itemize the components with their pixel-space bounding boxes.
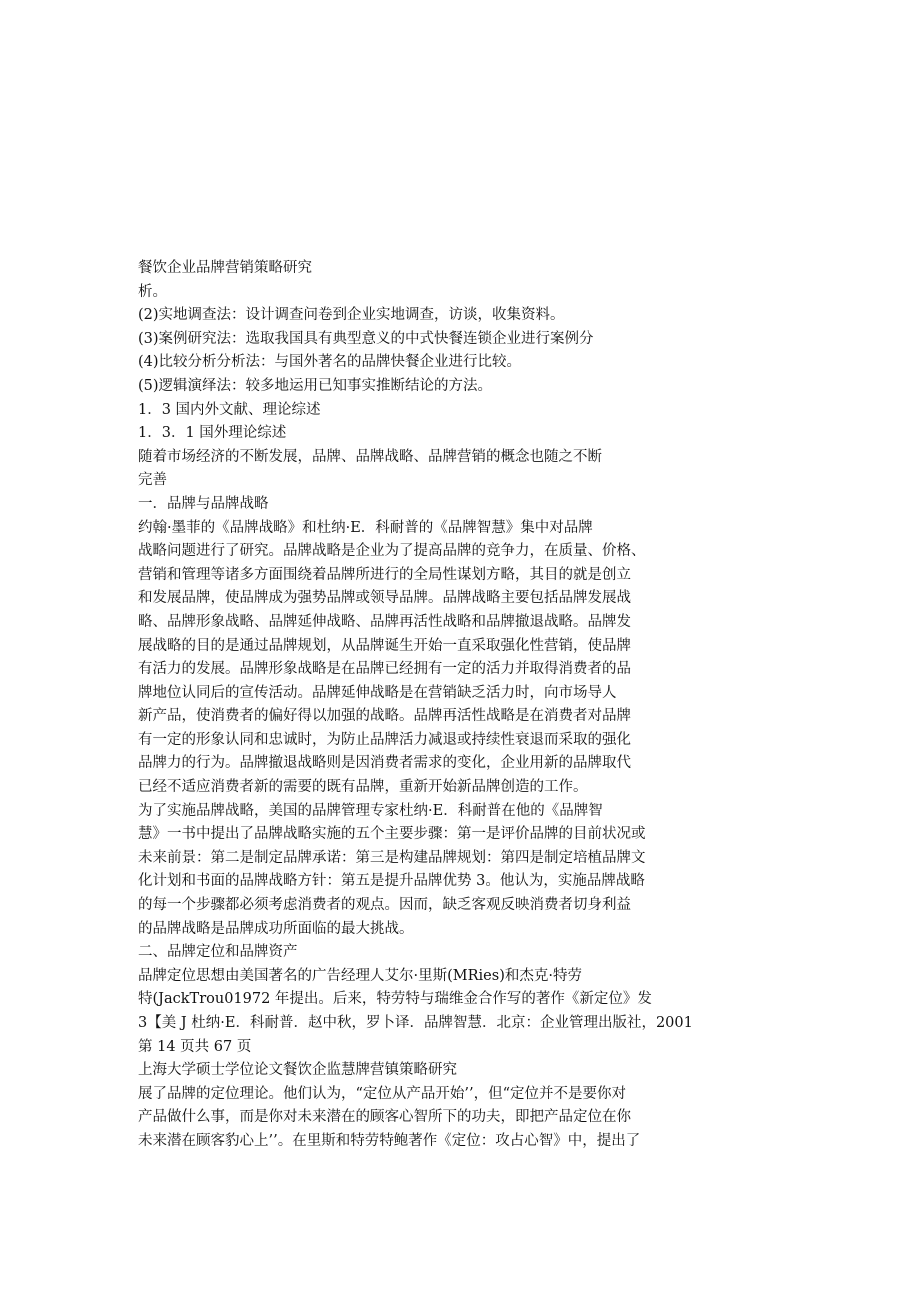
list-item: (5)逻辑演绎法：较多地运用已知事实推断结论的方法。 bbox=[138, 377, 493, 394]
text-line: 有一定的形象认同和忠诚时，为防止品牌活力减退或持续性衰退而采取的强化 bbox=[138, 731, 631, 748]
topic-heading: 二、品牌定位和品牌资产 bbox=[138, 944, 298, 961]
text-line: 品牌力的行为。品牌撤退战略则是因消费者需求的变化，企业用新的品牌取代 bbox=[138, 755, 631, 772]
text-line: 新产品，使消费者的偏好得以加强的战略。品牌再活性战略是在消费者对品牌 bbox=[138, 708, 631, 725]
text-line: 特(JackTrou01972 年提出。后来，特劳特与瑞维金合作写的著作《新定位》发 bbox=[138, 991, 652, 1008]
running-header: 上海大学硕士学位论文餐饮企监慧牌营镇策略研究 bbox=[138, 1062, 457, 1079]
section-heading: 1．3 国内外文献、理论综述 bbox=[138, 401, 321, 418]
subsection-heading: 1．3．1 国外理论综述 bbox=[138, 425, 287, 442]
text-line: 战略问题进行了研究。品牌战略是企业为了提高品牌的竞争力，在质量、价格、 bbox=[138, 543, 646, 560]
text-line: 牌地位认同后的宣传活动。品牌延伸战略是在营销缺乏活力时，向市场导人 bbox=[138, 684, 617, 701]
text-line: 完善 bbox=[138, 472, 167, 489]
text-line: 未来前景：第二是制定品牌承诺：第三是构建品牌规划：第四是制定培植品牌文 bbox=[138, 849, 646, 866]
text-line: 未来潜在顾客豹心上’’。在里斯和特劳特鲍著作《定位：攻占心智》中，提出了 bbox=[138, 1132, 641, 1149]
text-line: 展战略的目的是通过品牌规划，从品牌诞生开始一直采取强化性营销，使品牌 bbox=[138, 637, 631, 654]
text-line: 已经不适应消费者新的需要的既有品牌，重新开始新品牌创造的工作。 bbox=[138, 779, 588, 796]
text-line: 展了品牌的定位理论。他们认为，“定位从产品开始’’，但“定位并不是要你对 bbox=[138, 1085, 627, 1102]
text-line: 和发展品牌，使品牌成为强势品牌或领导品牌。品牌战略主要包括品牌发展战 bbox=[138, 590, 631, 607]
text-line: 随着市场经济的不断发展，品牌、品牌战略、品牌营销的概念也随之不断 bbox=[138, 448, 602, 465]
topic-heading: 一．品牌与品牌战略 bbox=[138, 495, 269, 512]
text-line: 产品做什么事，而是你对未来潜在的顾客心智所下的功夫，即把产品定位在你 bbox=[138, 1109, 631, 1126]
text-line: 的品牌战略是品牌成功所面临的最大挑战。 bbox=[138, 920, 414, 937]
footnote: 3【美 J 杜纳·E．科耐普．赵中秋，罗卜译．品牌智慧．北京：企业管理出版社，2001 bbox=[138, 1015, 693, 1031]
text-line: 慧》一书中提出了品牌战略实施的五个主要步骤：第一是评价品牌的目前状况或 bbox=[138, 826, 646, 843]
running-header: 餐饮企业品牌营销策略研究 bbox=[138, 260, 312, 276]
text-line: 的每一个步骤都必须考虑消费者的观点。因而，缺乏客观反映消费者切身利益 bbox=[138, 897, 631, 914]
list-item: (2)实地调查法：设计调查问卷到企业实地调查，访谈，收集资料。 bbox=[138, 307, 565, 324]
document-body bbox=[138, 257, 778, 1154]
text-line: 为了实施品牌战略，美国的品牌管理专家杜纳·E．科耐普在他的《品牌智 bbox=[138, 802, 603, 819]
text-line: 品牌定位思想由美国著名的广告经理人艾尔·里斯(MRies)和杰克·特劳 bbox=[138, 967, 582, 984]
list-item: (4)比较分析分析法：与国外著名的品牌快餐企业进行比较。 bbox=[138, 354, 522, 371]
text-line: 有活力的发展。品牌形象战略是在品牌已经拥有一定的活力并取得消费者的品 bbox=[138, 661, 631, 678]
text-line: 营销和管理等诸多方面围绕着品牌所进行的全局性谋划方略，其目的就是创立 bbox=[138, 566, 631, 583]
list-item: (3)案例研究法：选取我国具有典型意义的中式快餐连锁企业进行案例分 bbox=[138, 330, 594, 347]
text-line: 略、品牌形象战略、品牌延伸战略、品牌再活性战略和品牌撤退战略。品牌发 bbox=[138, 613, 631, 630]
text-line: 约翰·墨菲的《品牌战略》和杜纳·E．科耐普的《品牌智慧》集中对品牌 bbox=[138, 519, 593, 536]
page-number: 第 14 页共 67 页 bbox=[138, 1038, 252, 1055]
text-line: 化计划和书面的品牌战略方针：第五是提升品牌优势 3。他认为，实施品牌战略 bbox=[138, 873, 645, 890]
text-line: 析。 bbox=[138, 283, 167, 300]
